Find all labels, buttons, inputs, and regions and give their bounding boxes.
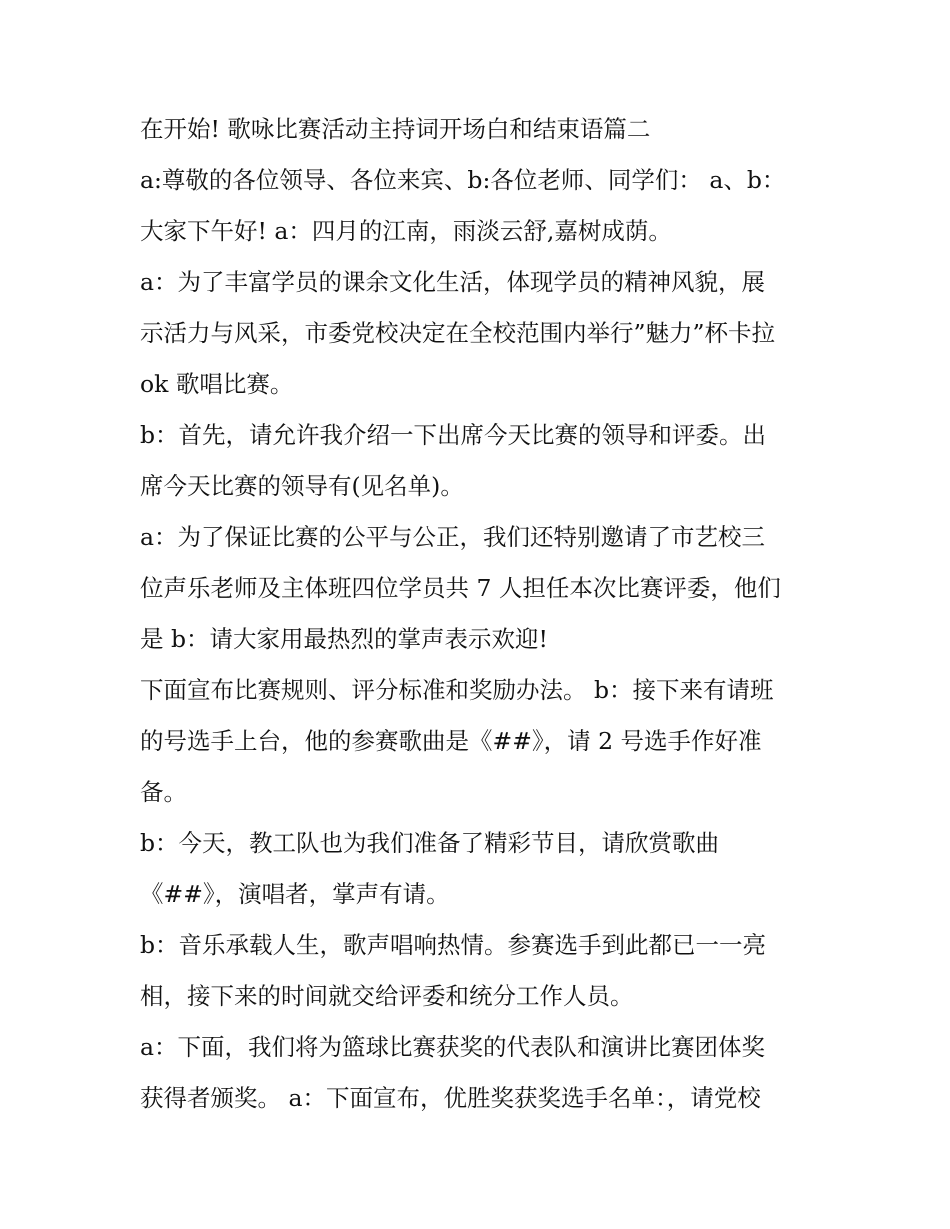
text-line: 大家下午好! a：四月的江南，雨淡云舒,嘉树成荫。 bbox=[140, 217, 672, 245]
text-line: 的号选手上台，他的参赛歌曲是《##》，请 2 号选手作好准 bbox=[140, 727, 762, 755]
text-line: a：为了保证比赛的公平与公正，我们还特别邀请了市艺校三 bbox=[140, 523, 766, 551]
text-line: 《##》，演唱者，掌声有请。 bbox=[140, 880, 450, 908]
text-line: a：为了丰富学员的课余文化生活，体现学员的精神风貌，展 bbox=[140, 268, 766, 296]
text-line: 获得者颁奖。 a：下面宣布，优胜奖获奖选手名单：，请党校 bbox=[140, 1084, 761, 1112]
text-line: 位声乐老师及主体班四位学员共 7 人担任本次比赛评委，他们 bbox=[140, 574, 781, 602]
text-line: a：下面，我们将为篮球比赛获奖的代表队和演讲比赛团体奖 bbox=[140, 1033, 766, 1061]
text-line: 席今天比赛的领导有(见名单)。 bbox=[140, 472, 464, 500]
text-line: b：音乐承载人生，歌声唱响热情。参赛选手到此都已一一亮 bbox=[140, 931, 767, 959]
text-line: 下面宣布比赛规则、评分标准和奖励办法。 b：接下来有请班 bbox=[140, 676, 774, 704]
text-line: 是 b：请大家用最热烈的掌声表示欢迎! bbox=[140, 625, 548, 653]
text-line: 相，接下来的时间就交给评委和统分工作人员。 bbox=[140, 982, 634, 1010]
text-line: b：今天，教工队也为我们准备了精彩节目，请欣赏歌曲 bbox=[140, 829, 720, 857]
text-line: ok 歌唱比赛。 bbox=[140, 370, 294, 398]
text-line: a:尊敬的各位领导、各位来宾、b:各位老师、同学们： a、b： bbox=[140, 166, 786, 194]
text-line: 在开始! 歌咏比赛活动主持词开场白和结束语篇二 bbox=[140, 115, 651, 143]
text-line: b：首先，请允许我介绍一下出席今天比赛的领导和评委。出 bbox=[140, 421, 767, 449]
text-line: 备。 bbox=[140, 778, 187, 806]
text-line: 示活力与风采，市委党校决定在全校范围内举行”魅力”杯卡拉 bbox=[140, 319, 776, 347]
